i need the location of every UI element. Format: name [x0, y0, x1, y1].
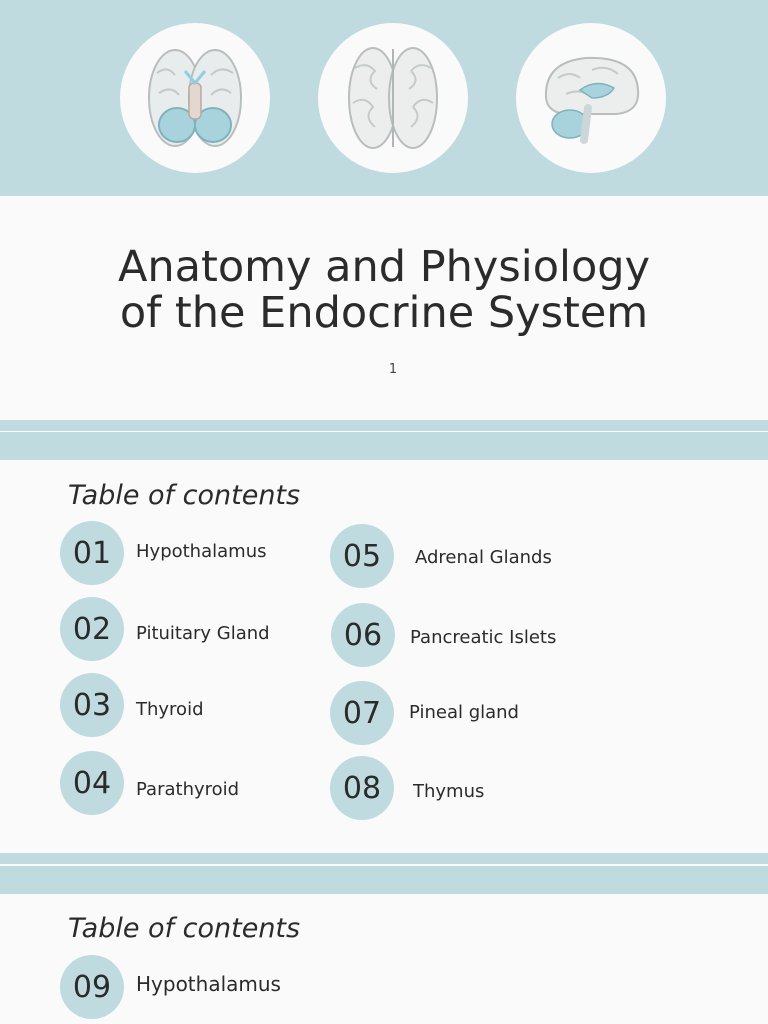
toc-number: 07	[330, 681, 394, 745]
page-title	[0, 244, 768, 336]
toc-label: Thyroid	[136, 699, 204, 720]
title-line-1: Anatomy and Physiology	[117, 242, 651, 292]
toc-number: 03	[60, 673, 124, 737]
toc-heading: Table of contents	[68, 480, 301, 511]
toc-label: Hypothalamus	[136, 541, 267, 562]
toc-label: Adrenal Glands	[415, 547, 552, 568]
brain-sagittal-circle	[516, 23, 666, 173]
toc-heading: Table of contents	[68, 913, 301, 944]
toc-number: 04	[60, 751, 124, 815]
toc-label: Pituitary Gland	[136, 623, 270, 644]
toc-label: Pancreatic Islets	[410, 627, 557, 648]
brain-inferior-icon	[145, 43, 245, 153]
toc-number: 02	[60, 597, 124, 661]
toc-number: 09	[60, 955, 124, 1019]
toc-label: Parathyroid	[136, 779, 240, 800]
toc-label: Thymus	[413, 781, 485, 802]
brain-superior-icon	[343, 43, 443, 153]
toc-number: 05	[330, 524, 394, 588]
divider-thin	[0, 420, 768, 431]
toc-number: 06	[331, 603, 395, 667]
brain-sagittal-icon	[536, 48, 646, 148]
toc-label: Pineal gland	[409, 702, 519, 723]
toc-label: Hypothalamus	[136, 972, 281, 996]
divider-thick	[0, 866, 768, 894]
divider-thick	[0, 432, 768, 460]
brain-inferior-circle	[120, 23, 270, 173]
toc-number: 01	[60, 521, 124, 585]
divider-thin	[0, 853, 768, 864]
page-number: 1	[388, 362, 398, 377]
brain-superior-circle	[318, 23, 468, 173]
toc-number: 08	[330, 756, 394, 820]
title-line-2: of the Endocrine System	[119, 288, 649, 338]
